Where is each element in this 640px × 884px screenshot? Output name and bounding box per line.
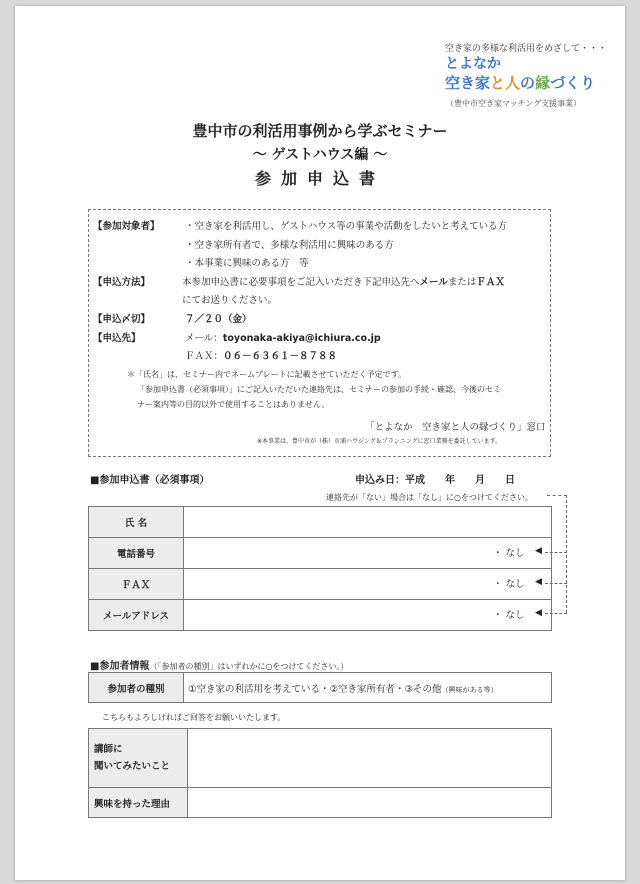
form-page — [15, 6, 625, 880]
section-required-heading: ■参加申込書（必須事項） — [90, 475, 210, 486]
name-label: 氏 名 — [89, 507, 184, 538]
deadline-value: ７／２０（金） — [185, 314, 252, 325]
section-participant-heading: ■参加者情報（「参加者の種別」はいずれかに○をつけてください。） — [90, 661, 349, 672]
email-nashi-option[interactable]: ・ なし — [493, 610, 525, 621]
target-item: ・空き家を利活用し、ゲストハウス等の事業や活動をしたいと考えている方 — [185, 221, 508, 232]
logo-line2: 空き家と人の縁づくり — [445, 74, 596, 92]
participant-type-options[interactable]: ①空き家の利活用を考えている・②空き家所有者・③その他（興味がある等） — [184, 673, 552, 703]
arrow-left-icon: ◀ — [535, 608, 542, 618]
page-subtitle: ～ ゲストハウス編 ～ — [252, 147, 388, 163]
interest-reason-label: 興味を持った理由 — [89, 788, 188, 818]
participant-table — [88, 672, 552, 703]
arrow-left-icon: ◀ — [535, 577, 542, 587]
fax-label: ＦＡＸ — [89, 569, 184, 600]
question-teacher-label: 講師に 聞いてみたいこと — [89, 729, 188, 788]
application-date: 申込み日：平成 年 月 日 — [355, 475, 515, 486]
note-privacy-2: ナー案内等の目的以外で使用することはありません。 — [137, 400, 330, 409]
target-item: ・空き家所有者で、多様な利活用に興味のある方 — [185, 240, 394, 251]
form-title: 参加申込書 — [254, 169, 385, 188]
dashed-connector — [545, 552, 567, 553]
method-text: 本参加申込書に必要事項をご記入いただき下記申込先へメールまたはＦＡＸ — [182, 277, 505, 288]
logo-subtitle: （豊中市空き家マッチング支援事業） — [446, 99, 582, 108]
dest-fax: ＦＡＸ：０６－６３６１－８７８８ — [185, 351, 338, 362]
outsourcing-note: ※本事業は、豊中市が（株）市浦ハウジング＆プランニングに窓口業務を委託しています。 — [257, 438, 502, 445]
dashed-connector — [545, 583, 567, 584]
target-item: ・本事業に興味のある方 等 — [185, 258, 309, 269]
dashed-connector — [545, 613, 567, 614]
phone-label: 電話番号 — [89, 538, 184, 569]
dashed-connector — [547, 495, 567, 496]
note-name: ＊「氏名」は、セミナー内でネームプレートに記載させていただく予定です。 — [127, 370, 407, 379]
phone-nashi-option[interactable]: ・ なし — [493, 548, 525, 559]
optional-table — [88, 728, 552, 818]
target-label: 【参加対象者】 — [93, 221, 160, 232]
contact-note: 連絡先が「ない」場合は「なし」に○をつけてください。 — [326, 493, 533, 502]
dest-email: メール：toyonaka-akiya@ichiura.co.jp — [185, 333, 381, 344]
optional-request: こちらもよろしければご回答をお願いいたします。 — [102, 713, 286, 722]
arrow-left-icon: ◀ — [535, 546, 542, 556]
method-text-2: にてお送りください。 — [182, 295, 278, 306]
method-label: 【申込方法】 — [93, 277, 151, 288]
deadline-label: 【申込〆切】 — [93, 314, 151, 325]
fax-nashi-option[interactable]: ・ なし — [493, 579, 525, 590]
interest-reason-field[interactable] — [188, 788, 552, 818]
required-table — [88, 506, 552, 631]
note-privacy-1: 「参加申込書（必須事項）」にご記入いただいた連絡先は、セミナーの参加の手続・確認、今後のセミ — [137, 385, 501, 394]
dashed-connector — [566, 495, 567, 613]
logo-line1: とよなか — [445, 56, 501, 72]
name-field[interactable] — [184, 507, 552, 538]
contact-window: 「とよなか 空き家と人の縁づくり」窓口 — [365, 422, 546, 433]
email-label: メールアドレス — [89, 600, 184, 631]
page-title: 豊中市の利活用事例から学ぶセミナー — [192, 122, 448, 140]
dest-label: 【申込先】 — [93, 333, 141, 344]
question-teacher-field[interactable] — [188, 729, 552, 788]
participant-type-label: 参加者の種別 — [89, 673, 184, 703]
logo-tagline: 空き家の多様な利活用をめざして・・・ — [445, 44, 608, 54]
